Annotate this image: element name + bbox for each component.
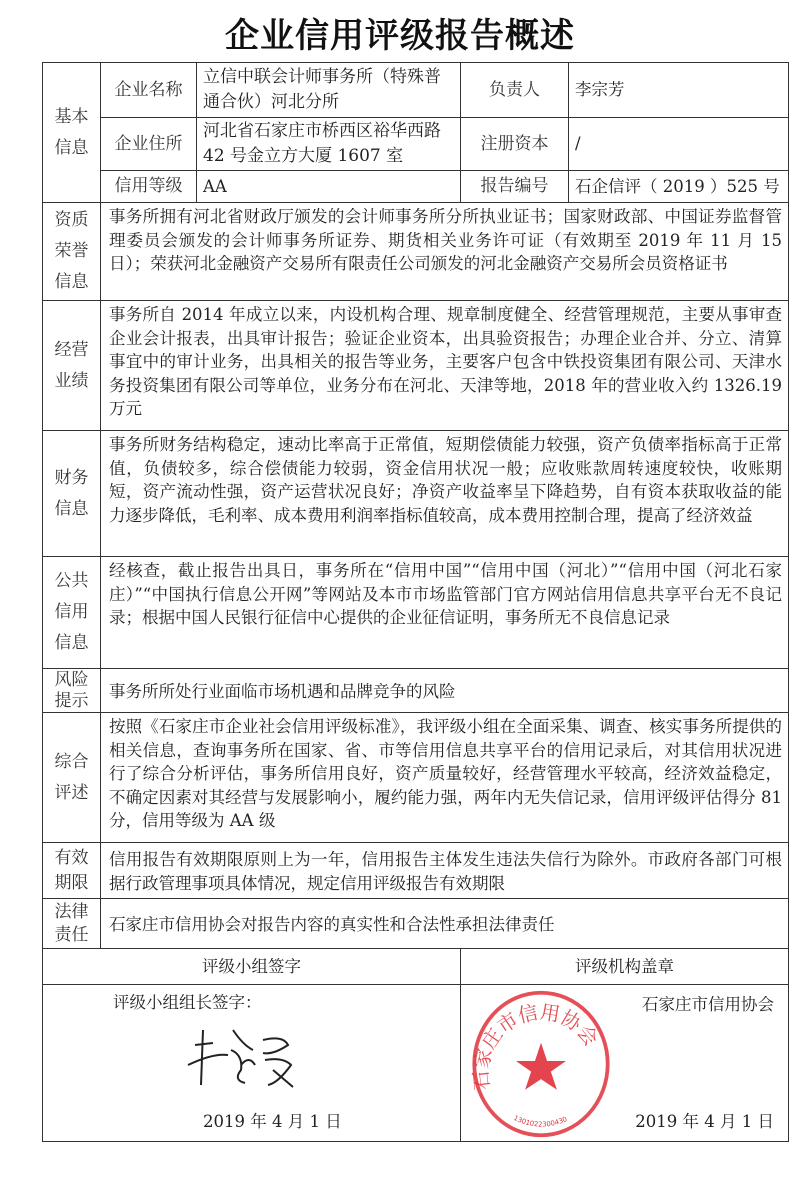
capital-label: 注册资本	[461, 118, 569, 171]
section-text: 事务所拥有河北省财政厅颁发的会计师事务所分所执业证书；国家财政部、中国证券监督管理委员会颁发的会计师事务所证券、期货相关业务许可证（有效期至 2019 年 11 月 15 日）；荣获河北金融资产交易所有限责任公司颁发的河北金融资产交易所会员资格证书	[101, 203, 789, 301]
name-label: 企业名称	[101, 63, 197, 118]
section-text: 事务所财务结构稳定，速动比率高于正常值，短期偿债能力较强，资产负债率指标高于正常值，负债较多，综合偿债能力较弱，资金信用状况一般；应收账款周转速度较快，收账期短，资产流动性强，资产运营状况良好；净资产收益率呈下降趋势，自有资本获取收益的能力逐步降低，毛利率、成本费用利润率指标值较高，成本费用控制合理，提高了经济效益	[101, 431, 789, 557]
section-text: 按照《石家庄市企业社会信用评级标准》，我评级小组在全面采集、调查、核实事务所提供的相关信息，查询事务所在国家、省、市等信用信息共享平台的信用记录后，对其信用状况进行了综合分析评估，事务所信用良好，资产质量较好，经营管理水平较高，经济效益稳定，不确定因素对其经营与发展影响小，履约能力强，两年内无失信记录，信用评级评估得分 81 分，信用等级为 AA 级	[101, 713, 789, 843]
handwritten-signature	[183, 1025, 323, 1095]
group-signature-header: 评级小组签字	[43, 949, 461, 985]
section-validity	[43, 843, 789, 899]
row-name	[43, 63, 789, 118]
svg-text:1301022300430	[512, 1114, 568, 1129]
seal-text: 石家庄市信用协会	[469, 1000, 603, 1092]
row-grade	[43, 171, 789, 203]
org-name: 石家庄市信用协会	[642, 995, 774, 1014]
section-label: 公共信用信息	[43, 557, 101, 669]
section-label: 财务信息	[43, 431, 101, 557]
org-sign-date: 2019 年 4 月 1 日	[635, 1111, 774, 1131]
address-value: 河北省石家庄市桥西区裕华西路 42 号金立方大厦 1607 室	[197, 118, 461, 171]
signature-body-row	[43, 985, 789, 1142]
section-text: 经核查，截止报告出具日，事务所在“信用中国”“信用中国（河北）”“信用中国（河北石家庄）”“中国执行信息公开网”等网站及本市市场监管部门官方网站信用信息共享平台无不良记录；根据中国人民银行征信中心提供的企业征信证明，事务所无不良信息记录	[101, 557, 789, 669]
report-table	[42, 62, 789, 1142]
group-signature-cell	[43, 985, 461, 1142]
section-text: 事务所所处行业面临市场机遇和品牌竞争的风险	[101, 669, 789, 713]
report-no-label: 报告编号	[461, 171, 569, 203]
section-label: 风险提示	[43, 669, 101, 713]
grade-value: AA	[197, 171, 461, 203]
section-text: 石家庄市信用协会对报告内容的真实性和合法性承担法律责任	[101, 899, 789, 949]
section-finance	[43, 431, 789, 557]
org-seal-cell	[461, 985, 789, 1142]
official-seal-icon	[469, 988, 613, 1140]
section-label: 资质荣誉信息	[43, 203, 101, 301]
section-text: 事务所自 2014 年成立以来，内设机构合理、规章制度健全、经营管理规范，主要从事审查企业会计报表，出具审计报告；验证企业资本，出具验资报告；办理企业合并、分立、清算事宜中的审计业务，出具相关的报告等业务，主要客户包含中铁投资集团有限公司、天津水务投资集团有限公司等单位，业务分布在河北、天津等地，2018 年的营业收入约 1326.19 万元	[101, 301, 789, 431]
section-label: 经营业绩	[43, 301, 101, 431]
section-text: 信用报告有效期限原则上为一年，信用报告主体发生违法失信行为除外。市政府各部门可根据行政管理事项具体情况，规定信用评级报告有效期限	[101, 843, 789, 899]
org-seal-header: 评级机构盖章	[461, 949, 789, 985]
section-label: 有效期限	[43, 843, 101, 899]
section-risk	[43, 669, 789, 713]
leader-signature-label: 评级小组组长签字：	[113, 993, 262, 1012]
report-no-value: 石企信评（ 2019 ）525 号	[569, 171, 789, 203]
seal-number: 1301022300430	[512, 1113, 569, 1129]
section-public-credit	[43, 557, 789, 669]
page-title: 企业信用评级报告概述	[225, 16, 575, 56]
section-label: 法律责任	[43, 899, 101, 949]
signature-header-row	[43, 949, 789, 985]
group-sign-date: 2019 年 4 月 1 日	[203, 1111, 342, 1131]
capital-value: /	[569, 118, 789, 171]
section-performance	[43, 301, 789, 431]
section-summary	[43, 713, 789, 843]
owner-value: 李宗芳	[569, 63, 789, 118]
section-label: 综合评述	[43, 713, 101, 843]
row-address	[43, 118, 789, 171]
address-label: 企业住所	[101, 118, 197, 171]
section-legal	[43, 899, 789, 949]
name-value: 立信中联会计师事务所（特殊普通合伙）河北分所	[197, 63, 461, 118]
owner-label: 负责人	[461, 63, 569, 118]
section-qualification	[43, 203, 789, 301]
basic-info-label: 基本信息	[43, 63, 101, 203]
grade-label: 信用等级	[101, 171, 197, 203]
